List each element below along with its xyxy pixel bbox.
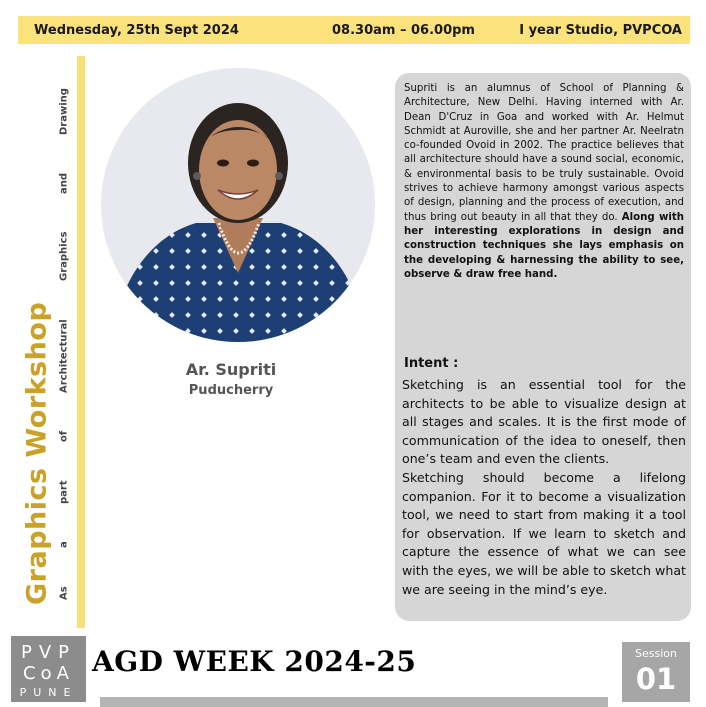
session-number: 01 [635,662,677,696]
speaker-name: Ar. Supriti [185,360,277,379]
subtitle-word: part [58,480,70,504]
logo-line: PVP [20,642,77,663]
subtitle-word: of [58,430,70,443]
subtitle-word: and [58,172,70,194]
subtitle-word: Architectural [58,319,70,393]
bio-text: Supriti is an alumnus of School of Planning & Architecture, New Delhi. Having interned with Ar. Dean D'Cruz in Goa and worked with Ar. Helmut Schmidt at Auroville, she and her partner Ar. Neelratn co-founded Ovoid in 2002. The practice believes that all architecture should have a sound social, economic, & environmental basis to be truly sustainable. Ovoid strives to achieve harmony amongst various aspects of design, planning and the process of execution, and thus bring out beauty in all that they do. [404,83,684,223]
speaker-bio [404,82,684,282]
logo-line: PUNE [19,686,78,699]
intent-paragraph: Sketching should become a lifelong companion. For it to become a visualization tool, we need to start from making it a tool for observation. If we learn to sketch and capture the essence of what we can see with the eyes, we will be able to sketch what we are seeing in the mind’s eye. [402,469,686,597]
intent-heading: Intent : [404,356,459,371]
intent-paragraph: Sketching is an essential tool for the architects to be able to visualize design at all stages and scales. It is the first mode of communication of the idea to oneself, then one’s team and even the clients. [402,377,686,467]
session-label: Session [635,647,677,660]
event-week-title: AGD WEEK 2024-25 [92,645,417,678]
event-info-bar [18,16,690,44]
bio-bold-text: Along with her interesting explorations in design and construction techniques she lays emphasis on the developing & harnessing the ability to see, observe & draw free hand. [404,211,685,280]
footer-bar [100,697,608,707]
event-date: Wednesday, 25th Sept 2024 [34,22,239,38]
subtitle-word: As [58,586,70,600]
intent-text [402,376,686,599]
session-badge [622,642,690,702]
workshop-title: Graphics Workshop [21,301,53,605]
subtitle-word: Drawing [58,88,70,135]
college-logo [11,636,86,702]
subtitle-word: Graphics [58,231,70,282]
subtitle-word: a [58,541,70,549]
accent-vertical-bar [77,56,85,628]
logo-line: CoA [23,663,74,684]
workshop-subtitle [57,88,71,600]
event-time: 08.30am – 06.00pm [332,22,475,38]
speaker-photo [101,68,375,342]
speaker-portrait-illustration [101,68,375,342]
event-venue: I year Studio, PVPCOA [519,22,682,38]
speaker-location: Puducherry [188,383,274,398]
